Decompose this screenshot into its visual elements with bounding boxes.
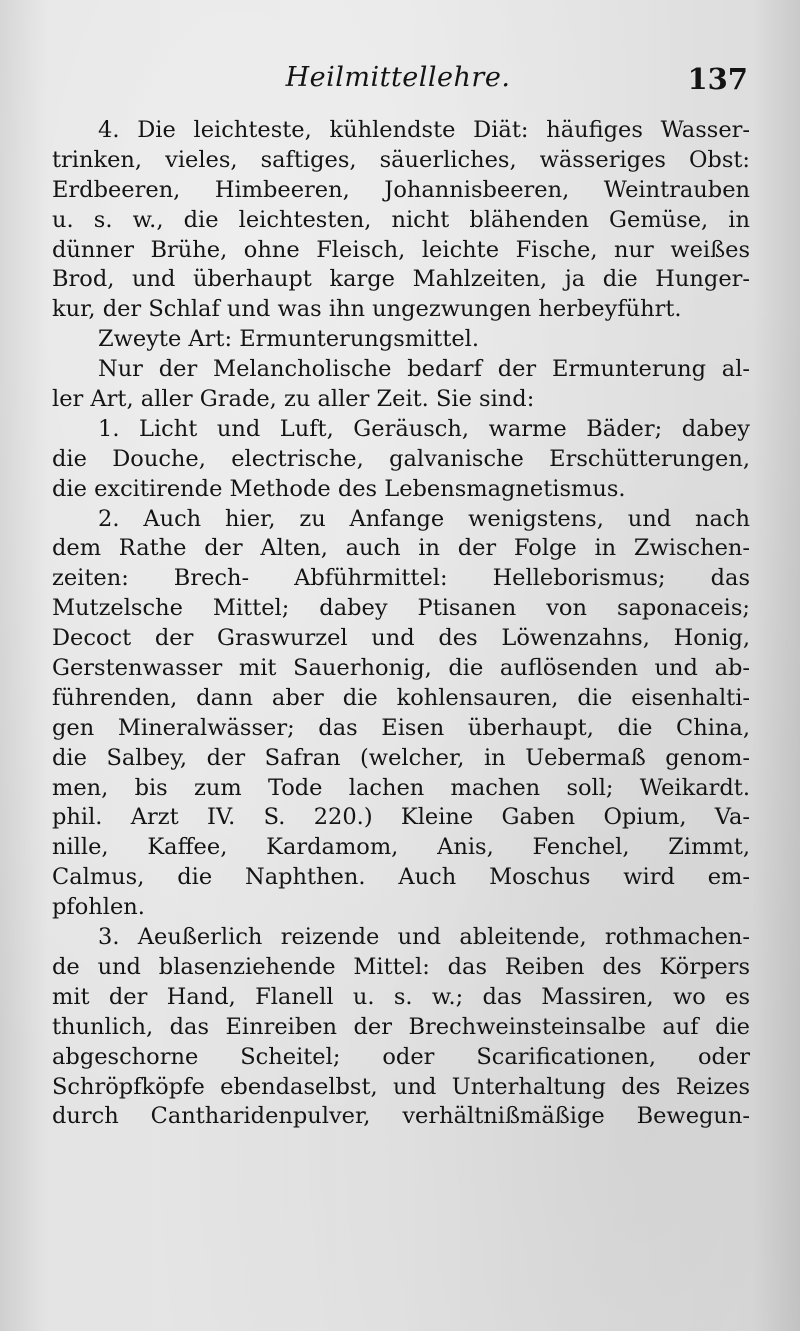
- text-line: zeiten: Brech- Abführmittel: Helleborismus; das: [52, 565, 750, 592]
- text-line: Nur der Melancholische bedarf der Ermunterung al-: [98, 356, 750, 383]
- text-line: pfohlen.: [52, 894, 145, 921]
- text-line: Mutzelsche Mittel; dabey Ptisanen von saponaceis;: [52, 595, 750, 622]
- text-line: dünner Brühe, ohne Fleisch, leichte Fische, nur weißes: [52, 236, 750, 263]
- text-line: Calmus, die Naphthen. Auch Moschus wird em-: [52, 864, 750, 891]
- text-line: thunlich, das Einreiben der Brechweinsteinsalbe auf die: [52, 1013, 750, 1040]
- text-line: Erdbeeren, Himbeeren, Johannisbeeren, Weintrauben: [52, 176, 750, 203]
- text-line: die Douche, electrische, galvanische Erschütterungen,: [52, 445, 750, 472]
- text-line: führenden, dann aber die kohlensauren, die eisenhalti-: [52, 684, 750, 711]
- text-line: die Salbey, der Safran (welcher, in Uebermaß genom-: [52, 744, 750, 771]
- text-line: Gerstenwasser mit Sauerhonig, die auflösenden und ab-: [52, 655, 750, 682]
- text-line: ler Art, aller Grade, zu aller Zeit. Sie sind:: [52, 386, 535, 413]
- text-line: dem Rathe der Alten, auch in der Folge in Zwischen-: [52, 535, 750, 562]
- section-heading: Zweyte Art: Ermunterungsmittel.: [98, 326, 480, 353]
- text-line: 2. Auch hier, zu Anfange wenigstens, und nach: [98, 505, 750, 532]
- text-line: gen Mineralwässer; das Eisen überhaupt, die China,: [52, 714, 750, 741]
- text-line: die excitirende Methode des Lebensmagnetismus.: [52, 475, 626, 502]
- text-line: de und blasenziehende Mittel: das Reiben des Körpers: [52, 953, 750, 980]
- text-line: Schröpfköpfe ebendaselbst, und Unterhaltung des Reizes: [52, 1073, 750, 1100]
- text-line: phil. Arzt IV. S. 220.) Kleine Gaben Opium, Va-: [52, 804, 750, 831]
- text-line: kur, der Schlaf und was ihn ungezwungen herbeyführt.: [52, 296, 682, 323]
- text-line: Decoct der Graswurzel und des Löwenzahns, Honig,: [52, 625, 750, 652]
- text-line: trinken, vieles, saftiges, säuerliches, wässeriges Obst:: [52, 146, 750, 173]
- page-number: 137: [687, 62, 748, 96]
- body-text: [52, 116, 750, 1132]
- text-line: men, bis zum Tode lachen machen soll; Weikardt.: [52, 774, 750, 801]
- text-line: Brod, und überhaupt karge Mahlzeiten, ja die Hunger-: [52, 266, 750, 293]
- text-line: 4. Die leichteste, kühlendste Diät: häufiges Wasser-: [98, 117, 750, 143]
- text-line: abgeschorne Scheitel; oder Scarificationen, oder: [52, 1043, 750, 1070]
- text-line: mit der Hand, Flanell u. s. w.; das Massiren, wo es: [52, 983, 750, 1010]
- text-line: 1. Licht und Luft, Geräusch, warme Bäder; dabey: [98, 415, 750, 442]
- text-line: nille, Kaffee, Kardamom, Anis, Fenchel, Zimmt,: [52, 834, 750, 861]
- text-line: 3. Aeußerlich reizende und ableitende, rothmachen-: [98, 924, 750, 951]
- text-line: u. s. w., die leichtesten, nicht blähenden Gemüse, in: [52, 206, 750, 233]
- text-line: durch Cantharidenpulver, verhältnißmäßige Bewegun-: [52, 1103, 750, 1130]
- running-title: Heilmittellehre.: [285, 62, 511, 93]
- page-header: [48, 62, 748, 102]
